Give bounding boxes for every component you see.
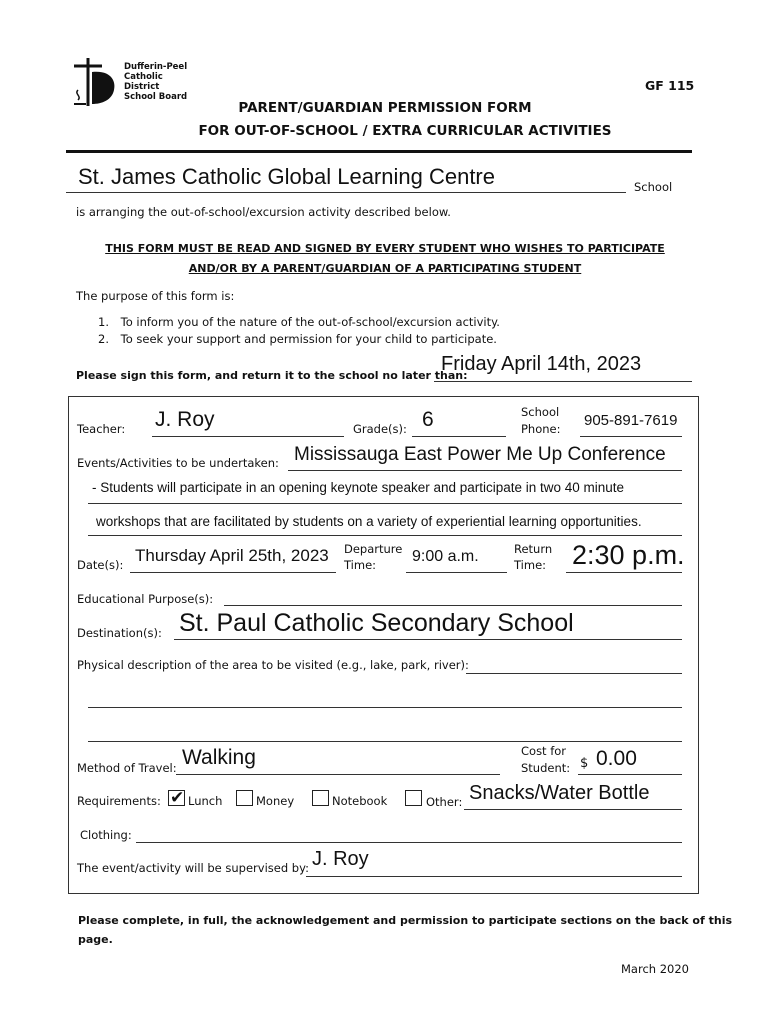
events-line3-value[interactable]: workshops that are facilitated by students on a variety of experiential learning opportunities. — [96, 514, 642, 529]
events-line — [288, 470, 682, 471]
dates-label: Date(s): — [77, 558, 124, 572]
money-checkbox[interactable] — [236, 790, 253, 806]
other-value[interactable]: Snacks/Water Bottle — [469, 782, 650, 804]
departure-label-1: Departure — [344, 542, 403, 556]
title-rule — [66, 150, 692, 153]
departure-value[interactable]: 9:00 a.m. — [412, 548, 479, 565]
arranging-text: is arranging the out-of-school/excursion activity described below. — [76, 205, 451, 219]
school-phone-line — [580, 436, 682, 437]
form-title-line1: PARENT/GUARDIAN PERMISSION FORM — [238, 100, 532, 116]
school-label: School — [634, 180, 673, 194]
return-by-label: Please sign this form, and return it to the school no later than: — [76, 369, 468, 382]
return-time-value[interactable]: 2:30 p.m. — [572, 540, 685, 570]
clothing-label: Clothing: — [80, 828, 132, 842]
destination-value[interactable]: St. Paul Catholic Secondary School — [179, 609, 574, 637]
cost-label-2: Student: — [521, 761, 571, 775]
board-name-line: School Board — [124, 92, 188, 102]
grade-value[interactable]: 6 — [422, 408, 434, 431]
list-number: 2. — [98, 332, 109, 346]
return-label-2: Time: — [514, 558, 547, 572]
physical-description-line1[interactable] — [466, 673, 682, 674]
travel-value[interactable]: Walking — [182, 746, 256, 769]
teacher-line — [152, 436, 344, 437]
educational-purpose-label: Educational Purpose(s): — [77, 592, 214, 606]
money-label: Money — [256, 794, 295, 808]
board-name-line: Dufferin-Peel — [124, 62, 188, 72]
other-label: Other: — [426, 795, 463, 809]
requirements-label: Requirements: — [77, 794, 161, 808]
list-text: To inform you of the nature of the out-of-school/excursion activity. — [120, 315, 500, 329]
physical-description-label: Physical description of the area to be visited (e.g., lake, park, river): — [77, 658, 469, 672]
events-value[interactable]: Mississauga East Power Me Up Conference — [294, 444, 666, 465]
travel-line — [176, 774, 500, 775]
dates-line — [130, 572, 336, 573]
physical-description-line2[interactable] — [88, 707, 682, 708]
purpose-intro: The purpose of this form is: — [76, 289, 235, 303]
cost-line — [578, 774, 682, 775]
form-code: GF 115 — [645, 78, 695, 93]
return-by-line — [434, 381, 692, 382]
school-phone-label-1: School — [521, 405, 560, 419]
check-mark-icon: ✔ — [170, 788, 185, 808]
grade-line — [412, 436, 506, 437]
school-phone-label-2: Phone: — [521, 422, 561, 436]
lunch-label: Lunch — [188, 794, 223, 808]
departure-label-2: Time: — [344, 558, 377, 572]
supervised-value[interactable]: J. Roy — [312, 848, 369, 870]
notebook-label: Notebook — [332, 794, 388, 808]
departure-label — [344, 541, 402, 573]
events-label: Events/Activities to be undertaken: — [77, 456, 279, 470]
notice-line2: AND/OR BY A PARENT/GUARDIAN OF A PARTICIPATING STUDENT — [188, 262, 582, 275]
teacher-label: Teacher: — [77, 422, 126, 436]
supervised-label: The event/activity will be supervised by: — [77, 861, 309, 875]
teacher-value[interactable]: J. Roy — [155, 408, 215, 431]
return-time-label — [514, 541, 552, 573]
events-line3-rule — [88, 535, 682, 536]
lunch-checkbox[interactable] — [168, 790, 185, 806]
footer-note-line2: page. — [78, 933, 113, 946]
physical-description-line3[interactable] — [88, 741, 682, 742]
board-name-line: Catholic District — [124, 72, 163, 92]
form-title-line2: FOR OUT-OF-SCHOOL / EXTRA CURRICULAR ACTIVITIES — [198, 123, 612, 139]
cost-label — [521, 743, 570, 777]
educational-purpose-line[interactable] — [224, 605, 682, 606]
departure-line — [406, 572, 507, 573]
travel-label: Method of Travel: — [77, 761, 177, 775]
notice-line1: THIS FORM MUST BE READ AND SIGNED BY EVERY STUDENT WHO WISHES TO PARTICIPATE — [105, 242, 665, 255]
grade-label: Grade(s): — [353, 422, 407, 436]
school-phone-label — [521, 404, 561, 438]
return-by-value[interactable]: Friday April 14th, 2023 — [441, 353, 642, 375]
school-phone-value[interactable]: 905-891-7619 — [584, 412, 678, 429]
dates-value[interactable]: Thursday April 25th, 2023 — [135, 546, 329, 565]
other-checkbox[interactable] — [405, 790, 422, 806]
destination-line — [174, 639, 682, 640]
return-time-line — [566, 572, 682, 573]
supervised-line — [306, 876, 682, 877]
events-line2-rule — [88, 503, 682, 504]
cost-currency: $ — [580, 756, 589, 771]
school-name-value: St. James Catholic Global Learning Centre — [78, 164, 495, 189]
list-item — [98, 315, 500, 329]
revision-date: March 2020 — [621, 962, 689, 976]
list-number: 1. — [98, 315, 109, 329]
list-item — [98, 332, 497, 346]
return-label-1: Return — [514, 542, 553, 556]
clothing-line[interactable] — [136, 842, 682, 843]
list-text: To seek your support and permission for your child to participate. — [120, 332, 497, 346]
footer-note-line1: Please complete, in full, the acknowledgement and permission to participate sections on the back of this — [78, 914, 733, 927]
destination-label: Destination(s): — [77, 626, 162, 640]
events-line2-value[interactable]: - Students will participate in an opening keynote speaker and participate in two 40 minute — [92, 480, 625, 495]
notebook-checkbox[interactable] — [312, 790, 329, 806]
school-name-line — [66, 192, 626, 193]
cost-value[interactable]: 0.00 — [596, 747, 637, 770]
other-line — [464, 809, 682, 810]
cost-label-1: Cost for — [521, 744, 567, 758]
